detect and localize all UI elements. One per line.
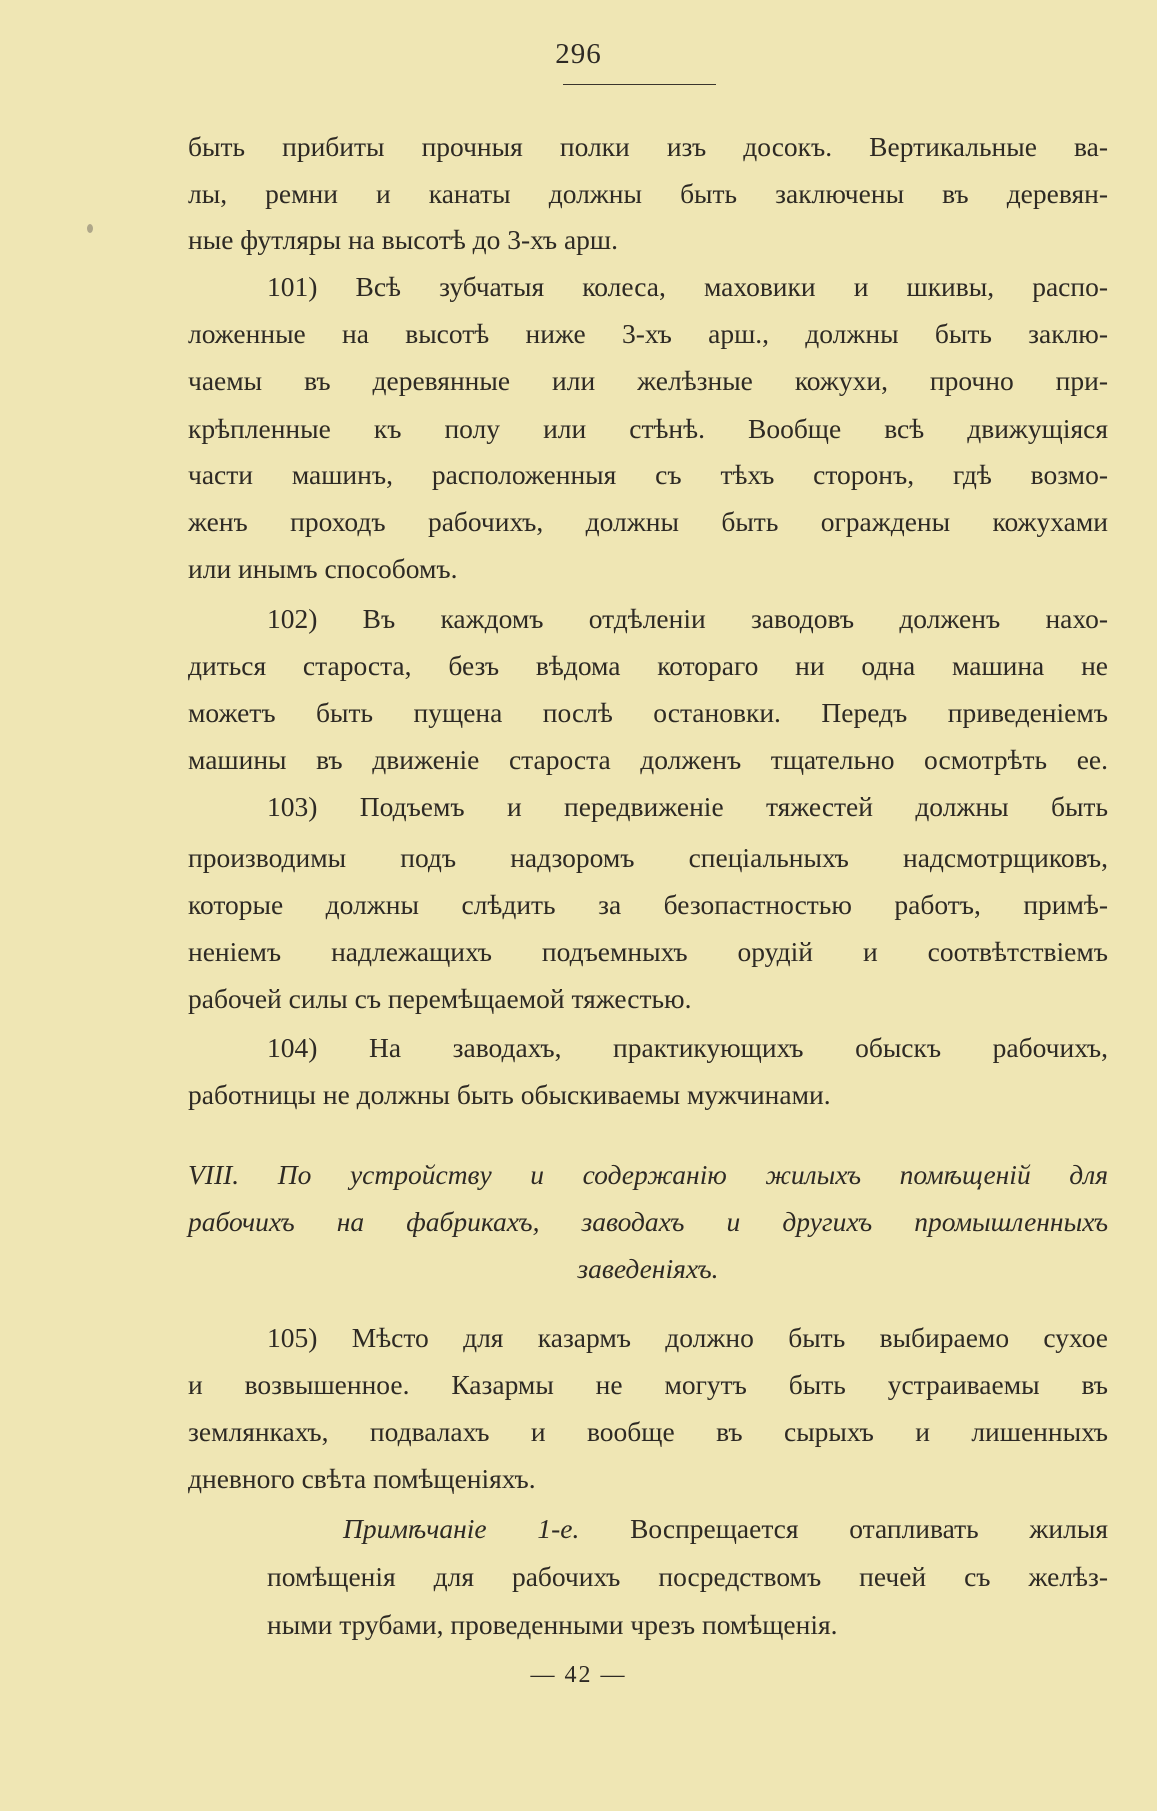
text-line: или инымъ способомъ. bbox=[188, 553, 458, 584]
note-line bbox=[343, 1512, 1108, 1546]
note-text: Воспрещается отапливать жилыя bbox=[579, 1513, 1108, 1544]
text-line: неніемъ надлежащихъ подъемныхъ орудій и соотвѣтствіемъ bbox=[188, 936, 1108, 967]
header-rule bbox=[563, 84, 716, 85]
text-line: производимы подъ надзоромъ спеціальныхъ надсмотрщиковъ, bbox=[188, 842, 1108, 873]
text-line: чаемы въ деревянные или желѣзные кожухи, прочно при- bbox=[188, 365, 1108, 396]
text-line: части машинъ, расположенныя съ тѣхъ сторонъ, гдѣ возмо- bbox=[188, 459, 1108, 490]
text-line: 101) Всѣ зубчатыя колеса, маховики и шкивы, распо- bbox=[267, 271, 1108, 302]
section-heading: заведеніяхъ. bbox=[577, 1253, 719, 1284]
text-line: ные футляры на высотѣ до 3-хъ арш. bbox=[188, 224, 618, 255]
note-line: ными трубами, проведенными чрезъ помѣщенія. bbox=[267, 1609, 838, 1640]
footer-page-mark: — 42 — bbox=[530, 1662, 627, 1688]
text-line: 102) Въ каждомъ отдѣленіи заводовъ долженъ нахо- bbox=[267, 603, 1108, 634]
text-line: и возвышенное. Казармы не могутъ быть устраиваемы въ bbox=[188, 1369, 1108, 1400]
text-line: которые должны слѣдить за безопастностью работъ, примѣ- bbox=[188, 889, 1108, 920]
note-label: Примѣчаніе 1-е. bbox=[343, 1513, 580, 1544]
text-line: землянкахъ, подвалахъ и вообще въ сырыхъ и лишенныхъ bbox=[188, 1416, 1108, 1447]
text-line: 103) Подъемъ и передвиженіе тяжестей должны быть bbox=[267, 791, 1108, 822]
section-heading: рабочихъ на фабрикахъ, заводахъ и другихъ промышленныхъ bbox=[188, 1206, 1108, 1237]
text-line: ложенные на высотѣ ниже 3-хъ арш., должны быть заклю- bbox=[188, 318, 1108, 349]
text-line: быть прибиты прочныя полки изъ досокъ. Вертикальные ва- bbox=[188, 131, 1108, 162]
text-line: машины въ движеніе староста долженъ тщательно осмотрѣть ее. bbox=[188, 744, 1108, 775]
text-line: 104) На заводахъ, практикующихъ обыскъ рабочихъ, bbox=[267, 1032, 1108, 1063]
section-heading: VIII. По устройству и содержанію жилыхъ помѣщеній для bbox=[188, 1159, 1108, 1190]
text-line: рабочей силы съ перемѣщаемой тяжестью. bbox=[188, 983, 692, 1014]
text-line: лы, ремни и канаты должны быть заключены въ деревян- bbox=[188, 178, 1108, 209]
text-line: женъ проходъ рабочихъ, должны быть ограждены кожухами bbox=[188, 506, 1108, 537]
text-line: работницы не должны быть обыскиваемы мужчинами. bbox=[188, 1079, 831, 1110]
text-line: крѣпленные къ полу или стѣнѣ. Вообще всѣ движущіяся bbox=[188, 413, 1108, 444]
note-line: помѣщенія для рабочихъ посредствомъ печей съ желѣз- bbox=[267, 1561, 1108, 1592]
text-line: можетъ быть пущена послѣ остановки. Передъ приведеніемъ bbox=[188, 697, 1108, 728]
text-line: 105) Мѣсто для казармъ должно быть выбираемо сухое bbox=[267, 1322, 1108, 1353]
text-line: диться староста, безъ вѣдома котораго ни одна машина не bbox=[188, 650, 1108, 681]
text-line: дневного свѣта помѣщеніяхъ. bbox=[188, 1463, 536, 1494]
page-number: 296 bbox=[555, 38, 602, 70]
margin-speck bbox=[87, 224, 93, 233]
